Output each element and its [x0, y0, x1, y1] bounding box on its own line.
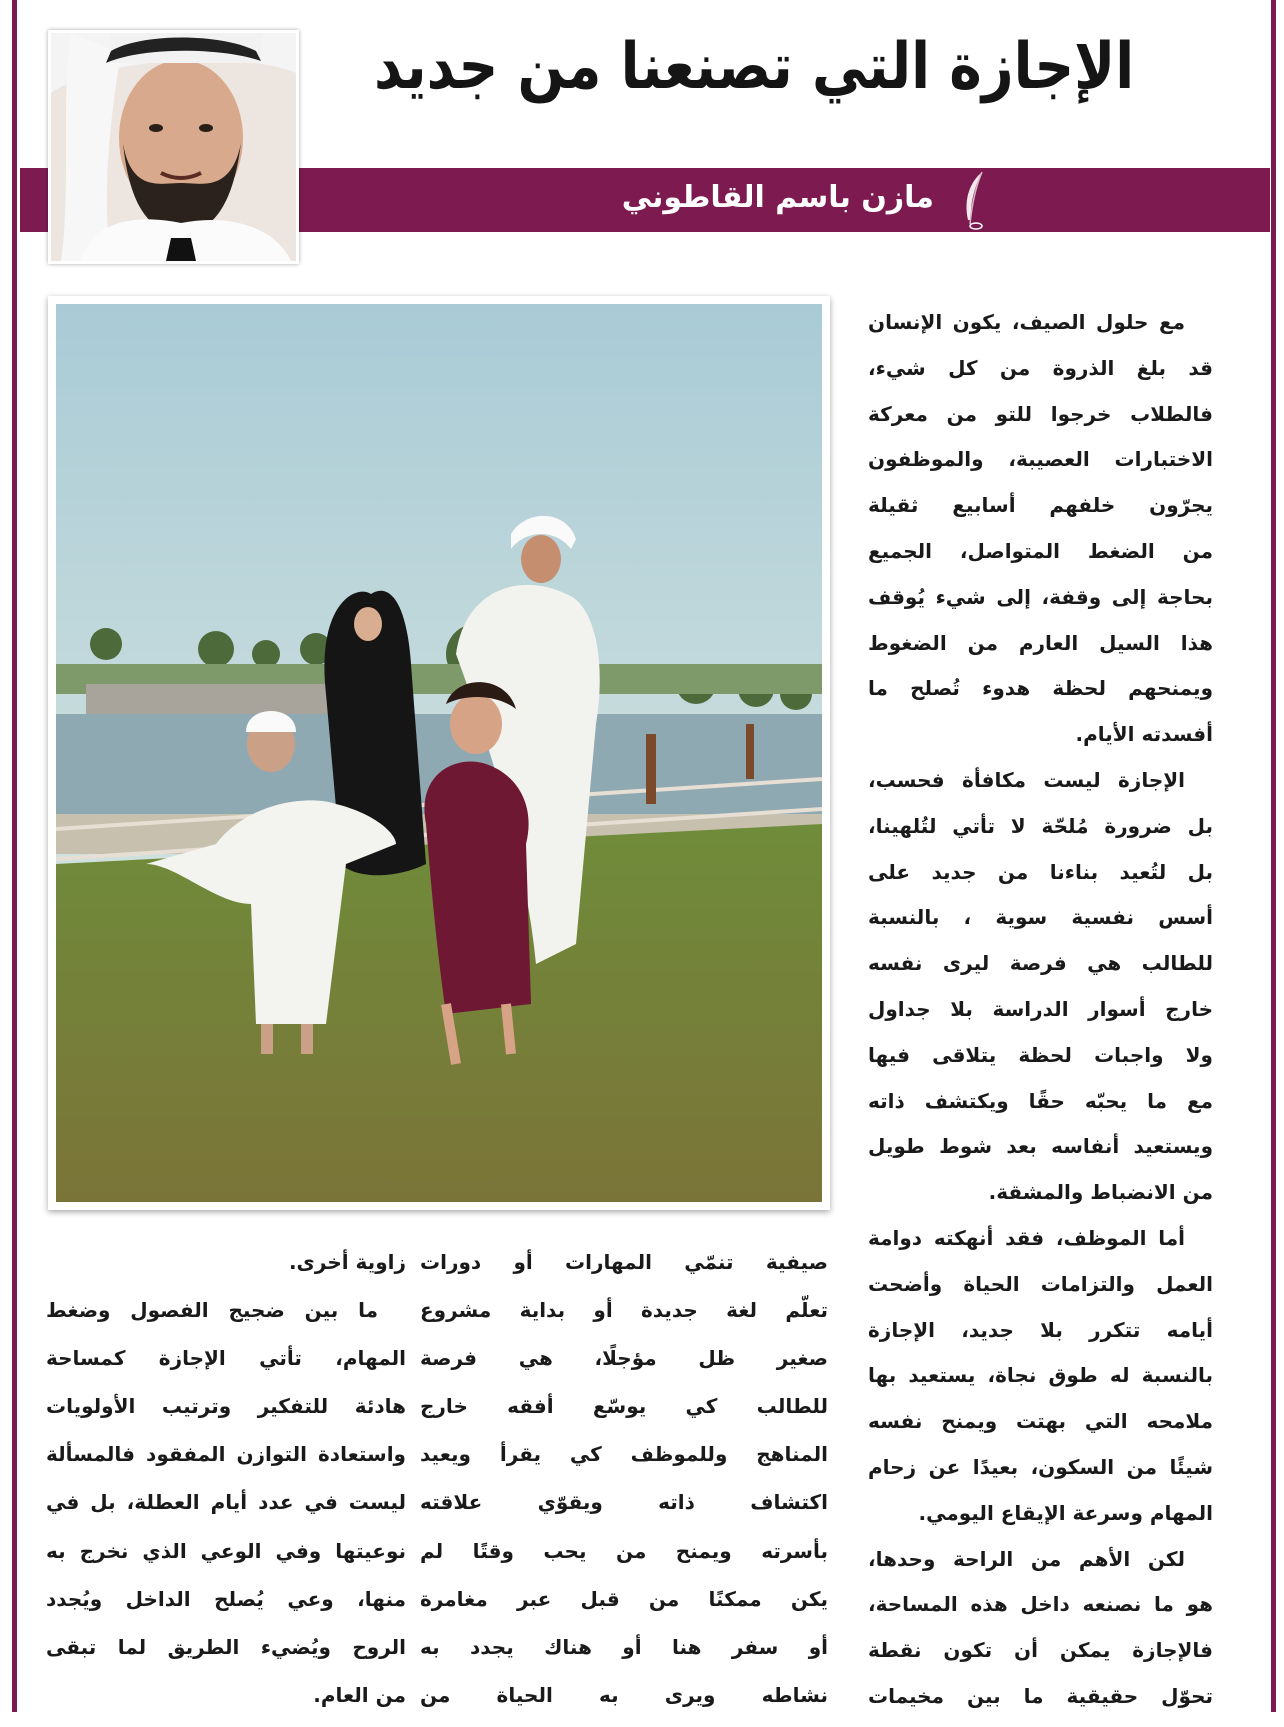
article-text-line: اكتشاف ذاته ويقوّي علاقته	[420, 1490, 828, 1515]
article-text-line: فالطلاب خرجوا للتو من معركة	[868, 401, 1213, 426]
article-text-line: من الضغط المتواصل، الجميع	[868, 538, 1213, 563]
article-text-line: صيفية تنمّي المهارات أو دورات	[420, 1250, 828, 1274]
article-text-line: أيامه تتكرر بلا جديد، الإجازة	[868, 1317, 1213, 1342]
article-text-line: المهام وسرعة الإيقاع اليومي.	[918, 1500, 1213, 1525]
article-text-line: المناهج وللموظف كي يقرأ ويعيد	[420, 1442, 828, 1467]
article-text-line: أسس نفسية سوية ، بالنسبة	[868, 905, 1213, 930]
article-text-line: مع ما يحبّه حقًا ويكتشف ذاته	[868, 1088, 1213, 1113]
article-text-line: زاوية أخرى.	[288, 1250, 406, 1274]
article-text-line: لكن الأهم من الراحة وحدها،	[868, 1546, 1185, 1571]
article-column-left	[46, 1246, 406, 1727]
article-text-line: تعلّم لغة جديدة أو بداية مشروع	[420, 1298, 828, 1323]
article-text-line: أفسدته الأيام.	[1075, 722, 1213, 747]
article-photo-frame	[48, 296, 830, 1210]
article-text-line: تحوّل حقيقية ما بين مخيمات	[868, 1683, 1213, 1708]
article-text-line: ما بين ضجيج الفصول وضغط	[46, 1298, 378, 1323]
article-text-line: نشاطه ويرى به الحياة من	[420, 1682, 828, 1707]
article-text-line: الإجازة ليست مكافأة فحسب،	[868, 767, 1185, 792]
article-text-line: بالنسبة له طوق نجاة، يستعيد بها	[868, 1363, 1213, 1388]
author-name: مازن باسم القاطوني	[621, 180, 934, 215]
article-column-middle	[420, 1246, 828, 1727]
article-text-line: شيئًا من السكون، بعيدًا عن زحام	[868, 1454, 1213, 1479]
article-text-line: من الانضباط والمشقة.	[988, 1180, 1213, 1205]
article-text-line: ويستعيد أنفاسه بعد شوط طويل	[868, 1134, 1213, 1159]
article-text-line: ولا واجبات لحظة يتلاقى فيها	[868, 1042, 1213, 1067]
article-text-line: ليست في عدد أيام العطلة، بل في	[46, 1490, 406, 1515]
article-text-line: الاختبارات العصيبة، والموظفون	[868, 447, 1213, 472]
article-text-line: أو سفر هنا أو هناك يجدد به	[420, 1634, 828, 1659]
article-text-line: من العام.	[313, 1682, 406, 1707]
article-text-line: يكن ممكنًا من قبل عبر مغامرة	[420, 1586, 828, 1611]
page-border-left	[12, 0, 17, 1712]
article-text-line: منها، وعي يُصلح الداخل ويُجدد	[46, 1586, 406, 1611]
article-text-line: يجرّون خلفهم أسابيع ثقيلة	[868, 493, 1213, 518]
article-title: الإجازة التي تصنعنا من جديد	[373, 30, 1134, 104]
article-text-line: ملامحه التي بهتت ويمنح نفسه	[868, 1409, 1213, 1434]
article-text-line: أما الموظف، فقد أنهكته دوامة	[868, 1225, 1185, 1250]
family-photo	[56, 304, 822, 1202]
article-text-line: للطالب هي فرصة ليرى نفسه	[868, 951, 1213, 976]
article-text-line: المهام، تأتي الإجازة كمساحة	[46, 1346, 406, 1371]
article-title-container	[374, 30, 1134, 130]
article-text-line: مع حلول الصيف، يكون الإنسان	[868, 310, 1185, 334]
article-text-line: بل ضرورة مُلحّة لا تأتي لتُلهينا،	[868, 813, 1213, 838]
article-text-line: نوعيتها وفي الوعي الذي نخرج به	[46, 1538, 406, 1563]
article-text-line: واستعادة التوازن المفقود فالمسألة	[46, 1442, 406, 1467]
article-text-line: بأسرته ويمنح من يحب وقتًا لم	[420, 1538, 828, 1563]
page-border-right	[1271, 0, 1276, 1712]
article-column-right	[868, 306, 1213, 1726]
article-text-line: بحاجة إلى وقفة، إلى شيء يُوقف	[868, 584, 1213, 609]
article-text-line: هذا السيل العارم من الضغوط	[868, 630, 1213, 655]
article-text-line: قد بلغ الذروة من كل شيء،	[868, 355, 1213, 380]
article-text-line: صغير ظل مؤجلًا، هي فرصة	[420, 1346, 828, 1371]
article-text-line: هو ما نصنعه داخل هذه المساحة،	[868, 1592, 1213, 1617]
feather-pen-icon	[954, 170, 994, 230]
article-text-line: فالإجازة يمكن أن تكون نقطة	[868, 1638, 1213, 1663]
article-text-line: بل لتُعيد بناءنا من جديد على	[868, 859, 1213, 884]
author-photo	[48, 30, 299, 264]
article-text-line: العمل والتزامات الحياة وأضحت	[868, 1271, 1213, 1296]
article-text-line: ويمنحهم لحظة هدوء تُصلح ما	[868, 676, 1213, 701]
article-text-line: هادئة للتفكير وترتيب الأولويات	[46, 1394, 406, 1419]
article-text-line: الروح ويُضيء الطريق لما تبقى	[46, 1634, 406, 1659]
article-text-line: للطالب كي يوسّع أفقه خارج	[420, 1394, 828, 1419]
article-text-line: خارج أسوار الدراسة بلا جداول	[868, 996, 1213, 1021]
